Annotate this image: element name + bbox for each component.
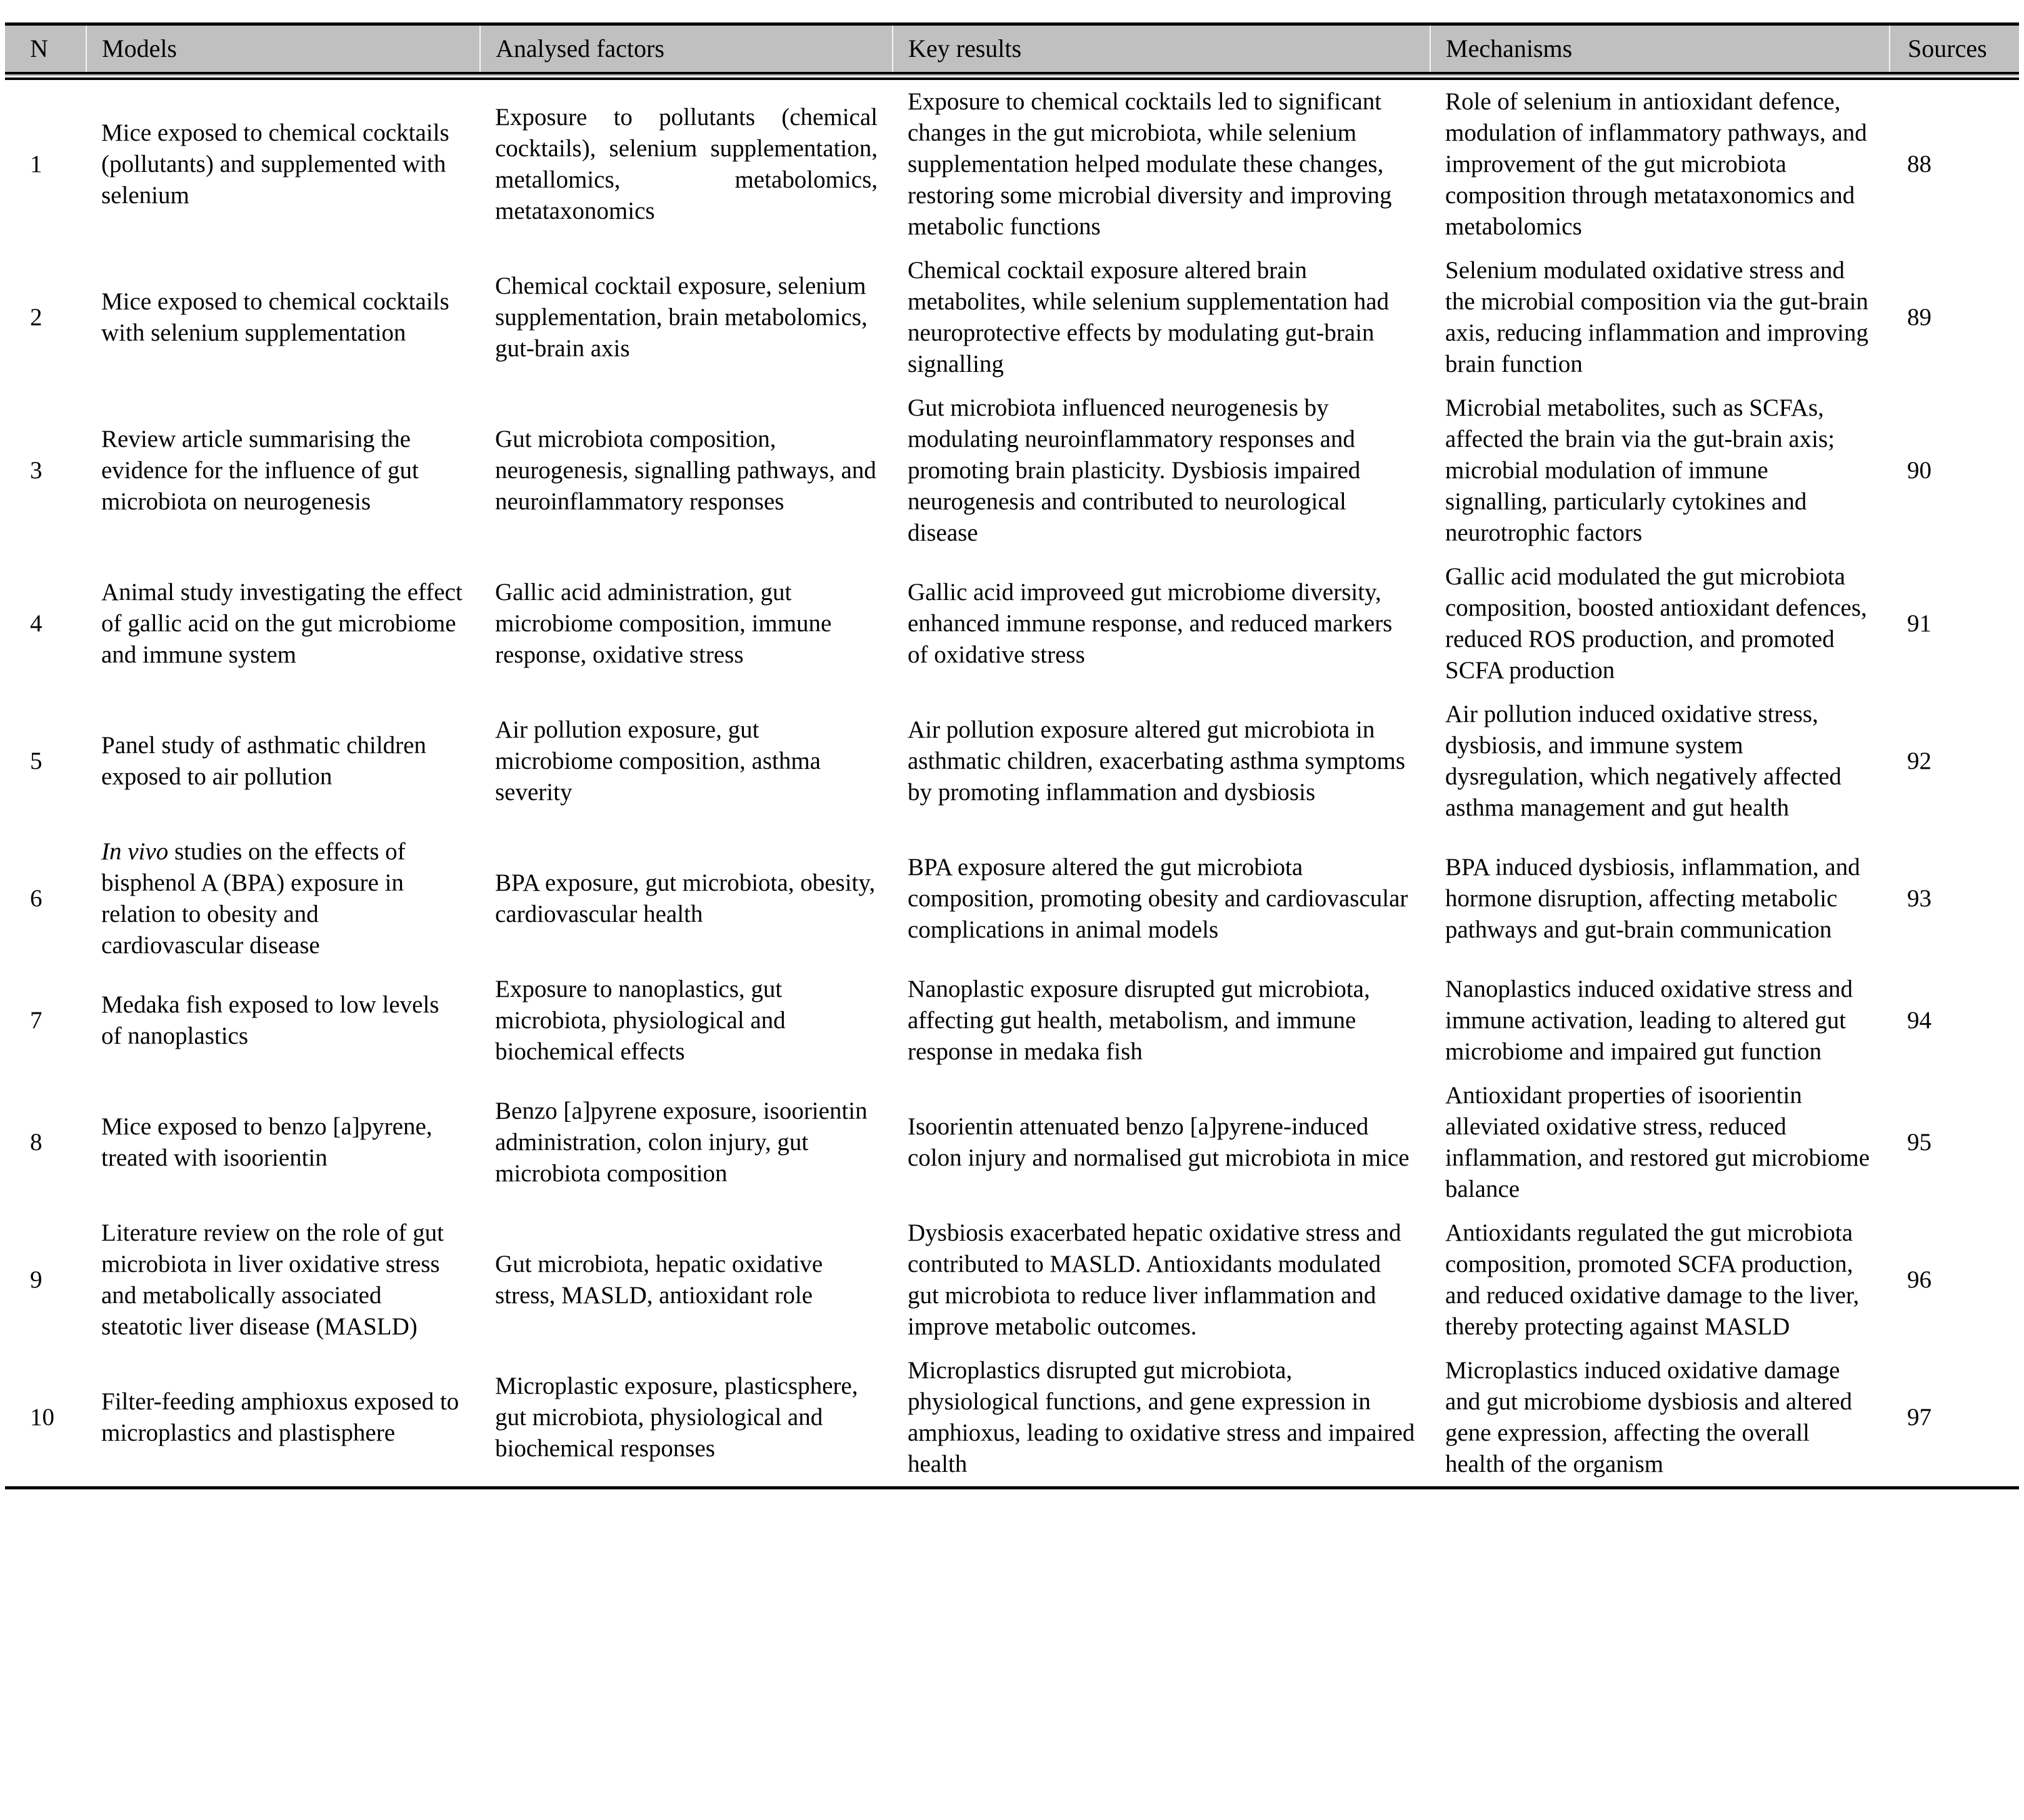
cell-mechanisms: Microplastics induced oxidative damage and gut microbiome dysbiosis and altered gene expression, affecting the overall health of the organism: [1430, 1349, 1890, 1488]
cell-mechanisms: Antioxidant properties of isoorientin alleviated oxidative stress, reduced inflammation, and restored gut microbiome balance: [1445, 1082, 1870, 1202]
cell-source: 96: [1907, 1266, 1931, 1293]
header-row: [5, 24, 2019, 76]
cell-mechanisms: BPA induced dysbiosis, inflammation, and hormone disruption, affecting metabolic pathways and gut-brain communication: [1445, 854, 1860, 943]
header-cell-n: N: [5, 24, 86, 76]
cell-source: 90: [1907, 457, 1931, 484]
cell-n: 1: [30, 151, 43, 178]
results-table: [5, 22, 2019, 1489]
cell-n: 2: [30, 304, 43, 331]
cell-source: 89: [1907, 304, 1931, 331]
cell-analysed-factors: Chemical cocktail exposure, selenium supplementation, brain metabolomics, gut-brain axis: [495, 272, 868, 362]
cell-mechanisms: Air pollution induced oxidative stress, dysbiosis, and immune system dysregulation, which negatively affected asthma management and gut health: [1445, 701, 1841, 821]
table-row: [5, 1074, 2019, 1211]
cell-key-results: Gut microbiota influenced neurogenesis by modulating neuroinflammatory responses and promoting brain plasticity. Dysbiosis impaired neurogenesis and contributed to neurological disease: [908, 394, 1361, 546]
cell-source: 91: [1907, 610, 1931, 637]
cell-mechanisms: Selenium modulated oxidative stress and the microbial composition via the gut-brain axis, reducing inflammation and improving brain function: [1445, 257, 1868, 378]
cell-n: 5: [30, 748, 43, 774]
cell-source: 95: [1907, 1129, 1931, 1156]
cell-source: 88: [1907, 151, 1931, 178]
cell-models: [86, 1074, 480, 1211]
header-cell-sources: Sources: [1890, 24, 2019, 76]
cell-n: 7: [30, 1007, 43, 1034]
cell-analysed-factors: BPA exposure, gut microbiota, obesity, cardiovascular health: [495, 869, 876, 928]
cell-models: [86, 1211, 480, 1349]
cell-models-text: Literature review on the role of gut microbiota in liver oxidative stress and metabolically associated steatotic liver disease (MASLD): [101, 1219, 444, 1340]
table-row: [5, 249, 2019, 386]
cell-models-text: Medaka fish exposed to low levels of nanoplastics: [101, 991, 439, 1049]
cell-mechanisms: Antioxidants regulated the gut microbiota composition, promoted SCFA production, and reduced oxidative damage to the liver, thereby protecting against MASLD: [1445, 1219, 1860, 1340]
header-cell-analysed-factors: Analysed factors: [480, 24, 893, 76]
cell-n: 10: [5, 1349, 86, 1488]
cell-mechanisms: Microbial metabolites, such as SCFAs, affected the brain via the gut-brain axis; microbial modulation of immune signalling, particularly cytokines and neurotrophic factors: [1445, 394, 1835, 546]
cell-models: [86, 1349, 480, 1488]
cell-models: [86, 830, 480, 968]
page-root: [0, 22, 2024, 1820]
header-cell-mechanisms: Mechanisms: [1430, 24, 1890, 76]
table-row: [5, 830, 2019, 968]
cell-key-results: Gallic acid improveed gut microbiome diversity, enhanced immune response, and reduced markers of oxidative stress: [908, 579, 1393, 668]
cell-models: [86, 692, 480, 830]
cell-key-results: BPA exposure altered the gut microbiota composition, promoting obesity and cardiovascular complications in animal models: [908, 854, 1408, 943]
cell-analysed-factors: Microplastic exposure, plasticsphere, gut microbiota, physiological and biochemical responses: [480, 1349, 893, 1488]
cell-n: 3: [30, 457, 43, 484]
header-cell-models: Models: [86, 24, 480, 76]
cell-models-text: Filter-feeding amphioxus exposed to microplastics and plastisphere: [101, 1388, 459, 1446]
cell-mechanisms: Gallic acid modulated the gut microbiota composition, boosted antioxidant defences, reduced ROS production, and promoted SCFA production: [1445, 563, 1867, 684]
cell-key-results: Chemical cocktail exposure altered brain metabolites, while selenium supplementation had neuroprotective effects by modulating gut-brain signalling: [908, 257, 1390, 378]
cell-mechanisms: Role of selenium in antioxidant defence, modulation of inflammatory pathways, and improvement of the gut microbiota composition through metataxonomics and metabolomics: [1445, 88, 1867, 240]
cell-models-italic-text: In vivo: [101, 838, 169, 865]
cell-models-text: studies on the effects of bisphenol A (BPA) exposure in relation to obesity and cardiovascular disease: [101, 838, 406, 959]
table-row: [5, 76, 2019, 249]
table-row: [5, 555, 2019, 692]
cell-models: [86, 76, 480, 249]
cell-models-text: Mice exposed to benzo [a]pyrene, treated with isoorientin: [101, 1113, 433, 1171]
cell-key-results: Isoorientin attenuated benzo [a]pyrene-induced colon injury and normalised gut microbiota in mice: [908, 1113, 1410, 1171]
cell-models-text: Panel study of asthmatic children exposed to air pollution: [101, 732, 426, 790]
table-body: [5, 76, 2019, 1488]
table-row: [5, 1211, 2019, 1349]
cell-analysed-factors: Air pollution exposure, gut microbiome composition, asthma severity: [495, 716, 821, 806]
header-cell-key-results: Key results: [893, 24, 1430, 76]
cell-source: 94: [1907, 1007, 1931, 1034]
cell-key-results: Dysbiosis exacerbated hepatic oxidative stress and contributed to MASLD. Antioxidants modulated gut microbiota to reduce liver inflammation and improve metabolic outcomes.: [908, 1219, 1401, 1340]
table-row: [5, 692, 2019, 830]
cell-analysed-factors: Gut microbiota, hepatic oxidative stress, MASLD, antioxidant role: [495, 1251, 823, 1309]
cell-analysed-factors: Exposure to nanoplastics, gut microbiota, physiological and biochemical effects: [495, 976, 786, 1065]
cell-key-results: Nanoplastic exposure disrupted gut microbiota, affecting gut health, metabolism, and immune response in medaka fish: [908, 976, 1370, 1065]
cell-analysed-factors: Gallic acid administration, gut microbiome composition, immune response, oxidative stress: [495, 579, 832, 668]
cell-models-text: Animal study investigating the effect of gallic acid on the gut microbiome and immune system: [101, 579, 463, 668]
cell-models-text: Mice exposed to chemical cocktails (pollutants) and supplemented with selenium: [101, 119, 449, 209]
cell-models: [86, 968, 480, 1074]
cell-n: 9: [30, 1266, 43, 1293]
table-row: [5, 386, 2019, 555]
cell-key-results: Air pollution exposure altered gut microbiota in asthmatic children, exacerbating asthma symptoms by promoting inflammation and dysbiosis: [908, 716, 1406, 806]
cell-models: [86, 555, 480, 692]
cell-mechanisms: Nanoplastics induced oxidative stress and immune activation, leading to altered gut microbiome and impaired gut function: [1445, 976, 1853, 1065]
cell-source: 93: [1907, 885, 1931, 912]
cell-models: [86, 386, 480, 555]
cell-key-results: Microplastics disrupted gut microbiota, physiological functions, and gene expression in amphioxus, leading to oxidative stress and impaired health: [893, 1349, 1430, 1488]
table-row: [5, 968, 2019, 1074]
table-row: [5, 1349, 2019, 1488]
cell-models: [86, 249, 480, 386]
cell-n: 6: [30, 885, 43, 912]
cell-key-results: Exposure to chemical cocktails led to significant changes in the gut microbiota, while selenium supplementation helped modulate these changes, restoring some microbial diversity and improving metabolic functions: [908, 88, 1392, 240]
cell-models-text: Review article summarising the evidence for the influence of gut microbiota on neurogenesis: [101, 426, 419, 515]
cell-source: 92: [1907, 748, 1931, 774]
cell-source: 97: [1890, 1349, 2019, 1488]
cell-analysed-factors: Benzo [a]pyrene exposure, isoorientin administration, colon injury, gut microbiota composition: [495, 1098, 868, 1187]
cell-models-text: Mice exposed to chemical cocktails with selenium supplementation: [101, 288, 449, 346]
cell-n: 4: [30, 610, 43, 637]
cell-analysed-factors: Exposure to pollutants (chemical cocktails), selenium supplementation, metallomics, metabolomics, metataxonomics: [495, 104, 878, 224]
cell-analysed-factors: Gut microbiota composition, neurogenesis, signalling pathways, and neuroinflammatory responses: [495, 426, 876, 515]
cell-n: 8: [30, 1129, 43, 1156]
table-header: [5, 24, 2019, 76]
